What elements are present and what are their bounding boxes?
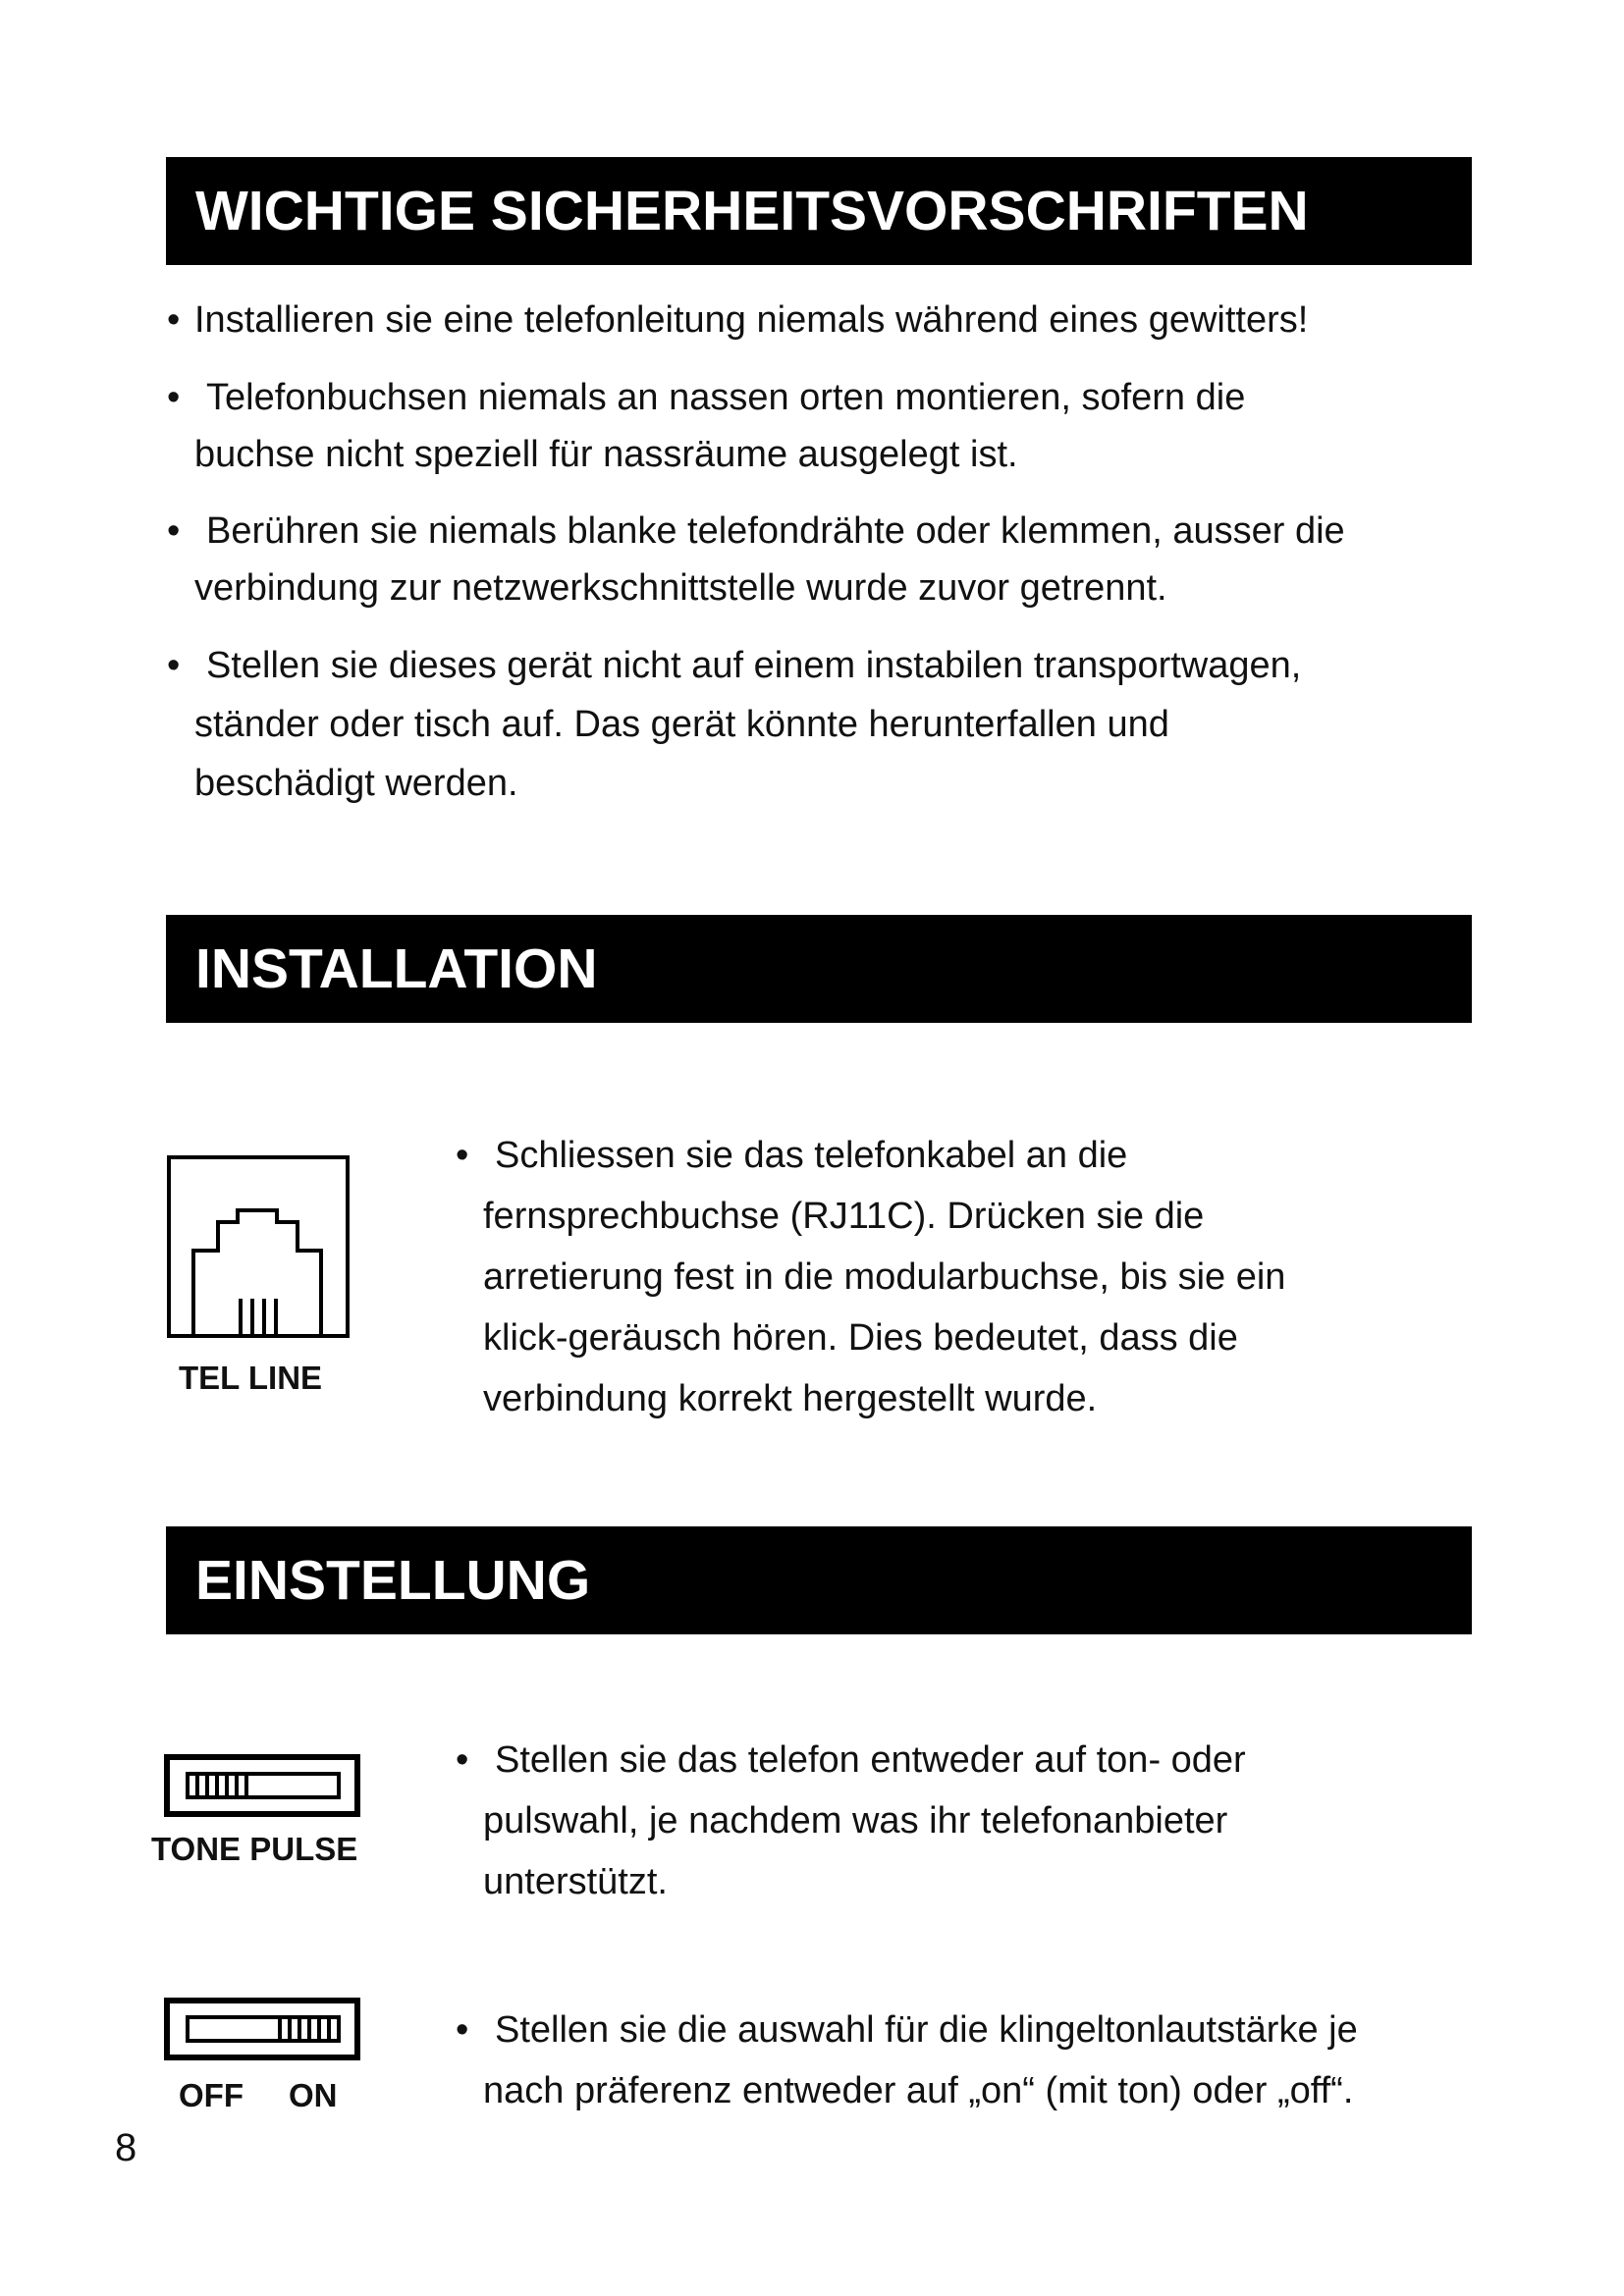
list-item-text: Schliessen sie das telefonkabel an die <box>495 1135 1128 1176</box>
list-item-text: fernsprechbuchse (RJ11C). Drücken sie die <box>483 1196 1205 1237</box>
list-item-text: Installieren sie eine telefonleitung niemals während eines gewitters! <box>194 299 1309 341</box>
list-item-text: pulswahl, je nachdem was ihr telefonanbieter <box>483 1800 1228 1842</box>
bullet: • <box>167 510 181 552</box>
list-item-text: beschädigt werden. <box>194 763 518 804</box>
tone-pulse-switch-icon <box>164 1754 360 1822</box>
list-item-text: arretierung fest in die modularbuchse, bis sie ein <box>483 1256 1286 1298</box>
bullet: • <box>456 1739 469 1781</box>
list-item <box>167 369 1245 483</box>
ringer-switch-icon <box>164 1998 360 2065</box>
list-item-text: ständer oder tisch auf. Das gerät könnte herunterfallen und <box>194 704 1169 745</box>
list-item-text: unterstützt. <box>483 1861 668 1902</box>
section-heading-safety: WICHTIGE SICHERHEITSVORSCHRIFTEN <box>166 157 1472 265</box>
page-number: 8 <box>115 2126 137 2169</box>
bullet: • <box>167 377 181 418</box>
list-item-text: verbindung zur netzwerkschnittstelle wurde zuvor getrennt. <box>194 567 1167 609</box>
on-label: ON <box>289 2077 338 2113</box>
list-item <box>456 1730 1246 1912</box>
list-item <box>456 2000 1358 2121</box>
list-item-text: Stellen sie das telefon entweder auf ton- oder <box>495 1739 1246 1781</box>
tel-line-label: TEL LINE <box>179 1360 323 1396</box>
list-item-text: Stellen sie dieses gerät nicht auf einem instabilen transportwagen, <box>206 645 1302 686</box>
list-item-text: Stellen sie die auswahl für die klingeltonlautstärke je <box>495 2009 1358 2051</box>
list-item-text: buchse nicht speziell für nassräume ausgelegt ist. <box>194 434 1018 475</box>
phone-jack-icon <box>167 1155 350 1343</box>
bullet: • <box>167 645 181 686</box>
bullet: • <box>456 1135 469 1176</box>
section-heading-setting: EINSTELLUNG <box>166 1526 1472 1634</box>
list-item-text: nach präferenz entweder auf „on“ (mit ton) oder „off“. <box>483 2070 1354 2111</box>
list-item <box>167 292 1308 348</box>
bullet: • <box>456 2009 469 2051</box>
tone-pulse-label: TONE PULSE <box>151 1831 358 1867</box>
list-item <box>167 636 1301 813</box>
list-item <box>167 503 1345 616</box>
list-item <box>456 1125 1285 1429</box>
section-heading-installation: INSTALLATION <box>166 915 1472 1023</box>
list-item-text: verbindung korrekt hergestellt wurde. <box>483 1378 1098 1419</box>
list-item-text: Telefonbuchsen niemals an nassen orten montieren, sofern die <box>206 377 1246 418</box>
list-item-text: klick-geräusch hören. Dies bedeutet, dass die <box>483 1317 1238 1359</box>
bullet: • <box>167 299 181 341</box>
list-item-text: Berühren sie niemals blanke telefondrähte oder klemmen, ausser die <box>206 510 1345 552</box>
off-label: OFF <box>179 2077 244 2113</box>
